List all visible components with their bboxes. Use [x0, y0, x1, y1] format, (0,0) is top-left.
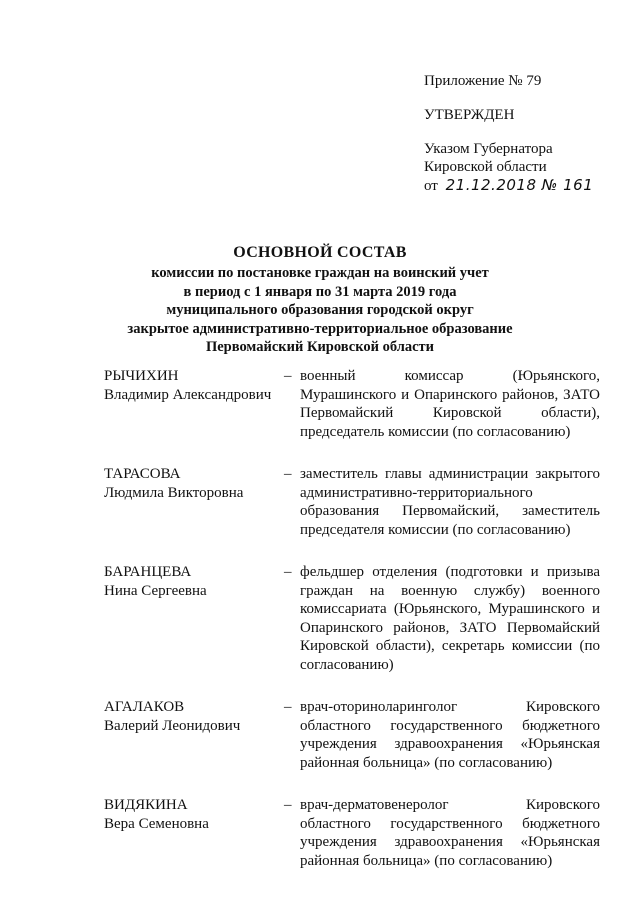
approved-label: УТВЕРЖДЕН [424, 107, 515, 123]
decree-date-line [424, 176, 593, 195]
member-person [104, 465, 284, 539]
member-dash: – [284, 466, 292, 482]
title-line-5: Первомайский Кировской области [205, 339, 435, 355]
document-title: ОСНОВНОЙ СОСТАВ [233, 244, 407, 261]
member-name: Владимир Александрович [104, 386, 272, 403]
title-block [0, 242, 640, 357]
title-line-1: комиссии по постановке граждан на воинский учет [151, 265, 489, 281]
member-dash: – [284, 368, 292, 384]
member-surname: ТАРАСОВА [104, 466, 181, 482]
title-line-4: закрытое административно-территориальное образование [127, 320, 513, 337]
date-prefix: от [424, 178, 438, 194]
title-line-2: в период с 1 января по 31 марта 2019 года [183, 283, 457, 300]
member-row [104, 796, 604, 870]
appendix-block [424, 72, 593, 195]
decree-line-1: Указом Губернатора [424, 141, 553, 157]
member-name: Нина Сергеевна [104, 582, 207, 599]
member-row [104, 698, 604, 772]
members-list [104, 367, 604, 894]
member-name: Людмила Викторовна [104, 484, 244, 501]
member-name: Валерий Леонидович [104, 717, 241, 734]
member-name: Вера Семеновна [104, 815, 209, 832]
member-dash: – [284, 699, 292, 715]
member-role: заместитель главы администрации закрытого административно-территориального образования Первомайский, заместитель председателя комиссии (по согласованию) [300, 466, 600, 538]
member-row [104, 465, 604, 539]
member-role: военный комиссар (Юрьянского, Мурашинского и Опаринского районов, ЗАТО Первомайский Кировской области), председатель комиссии (по согласованию) [300, 368, 600, 440]
member-person [104, 796, 284, 870]
member-role: врач-дерматовенеролог Кировского областного государственного бюджетного учреждения здравоохранения «Юрьянская районная больница» (по согласованию) [300, 797, 600, 869]
member-dash: – [284, 564, 292, 580]
member-surname: БАРАНЦЕВА [104, 564, 192, 580]
member-row [104, 563, 604, 674]
member-person [104, 367, 284, 441]
decree-line-2: Кировской области [424, 159, 547, 175]
member-surname: АГАЛАКОВ [104, 699, 185, 715]
member-surname: ВИДЯКИНА [104, 797, 188, 813]
member-dash: – [284, 797, 292, 813]
member-row [104, 367, 604, 441]
member-person [104, 563, 284, 674]
title-line-3: муниципального образования городской округ [166, 302, 474, 318]
handwritten-date: 21.12.2018 № 161 [445, 176, 594, 194]
member-surname: РЫЧИХИН [104, 368, 179, 384]
appendix-number: Приложение № 79 [424, 73, 542, 89]
member-role: фельдшер отделения (подготовки и призыва граждан на военную службу) военного комиссариата (Юрьянского, Мурашинского и Опаринского районов, ЗАТО Первомайский Кировской области), секретарь комиссии (по согласованию) [300, 564, 600, 673]
member-role: врач-оториноларинголог Кировского областного государственного бюджетного учреждения здравоохранения «Юрьянская районная больница» (по согласованию) [300, 699, 600, 771]
member-person [104, 698, 284, 772]
